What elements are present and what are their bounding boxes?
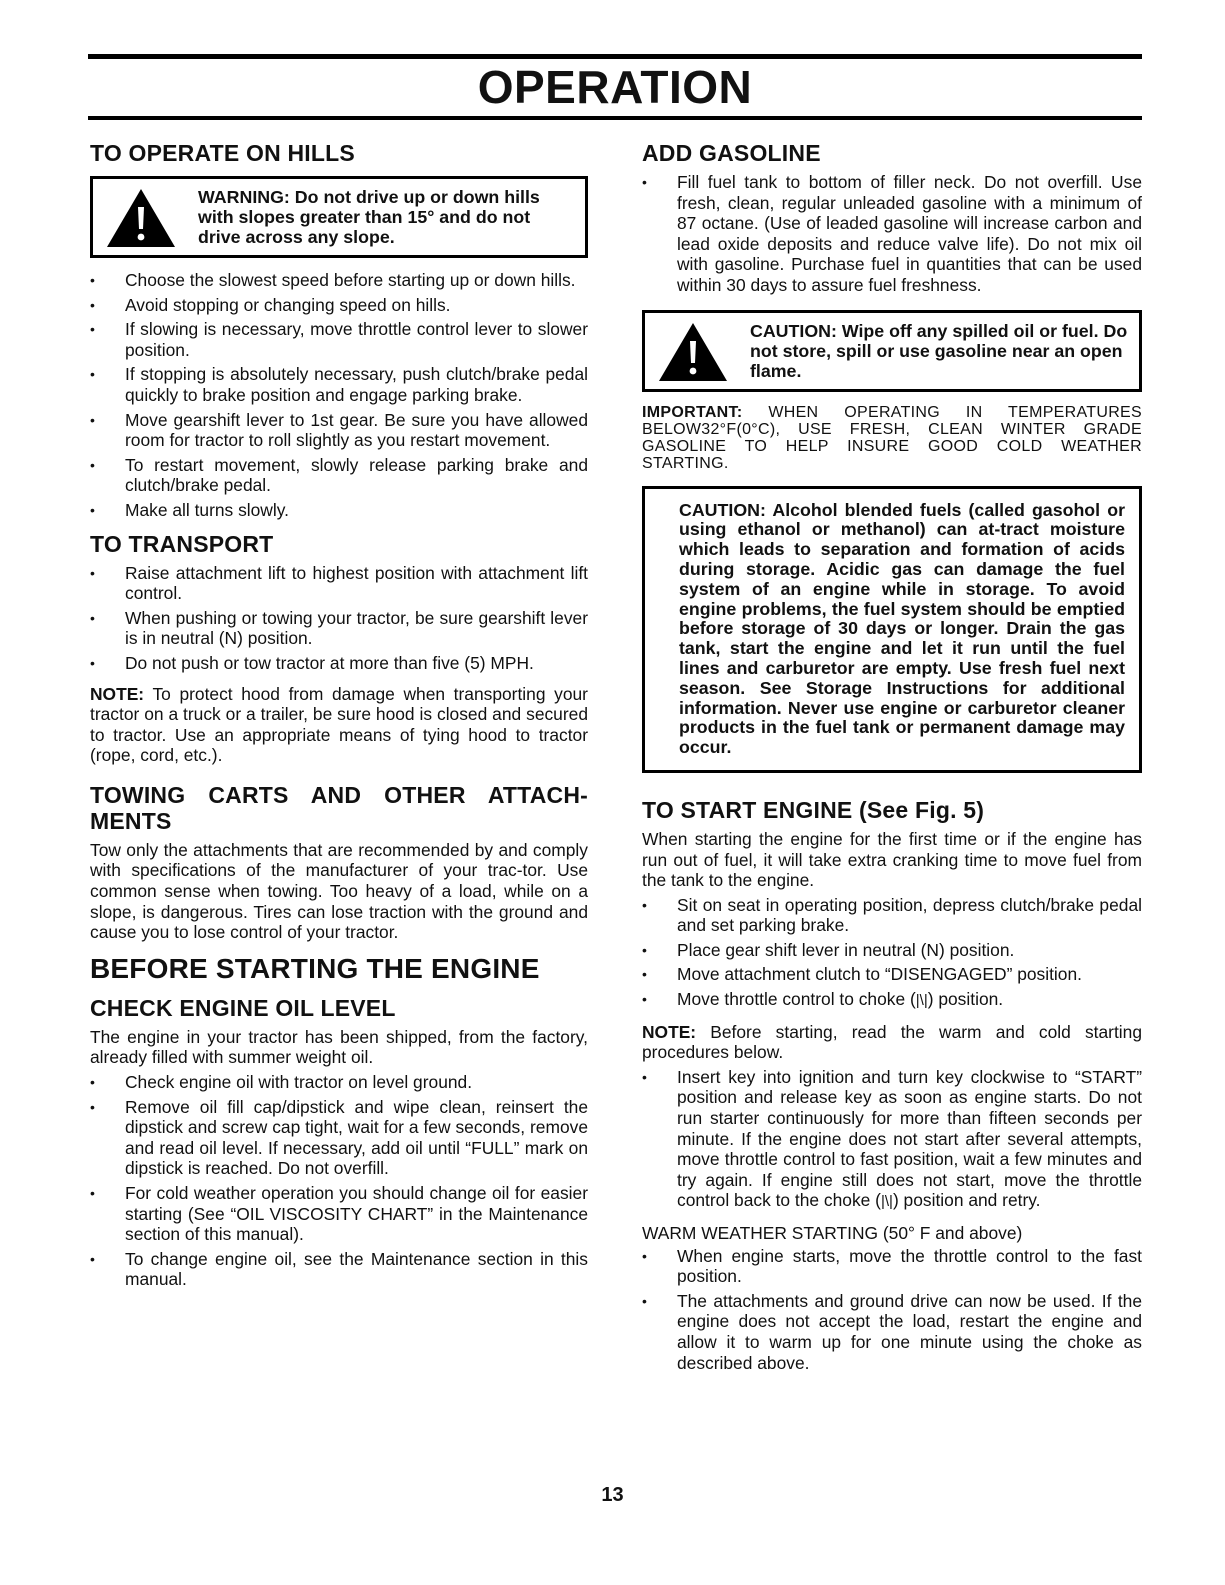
list-item: • Make all turns slowly.: [90, 500, 588, 521]
list-item: • To restart movement, slowly release parking brake and clutch/brake pedal.: [90, 455, 588, 496]
choke-symbol-icon: |\|: [915, 992, 928, 1010]
hills-section: [90, 140, 588, 521]
choke-symbol-icon: |\|: [880, 1193, 893, 1211]
list-item: • Do not push or tow tractor at more than five (5) MPH.: [90, 653, 588, 674]
oil-intro: The engine in your tractor has been shipped, from the factory, already filled with summer weight oil.: [90, 1026, 588, 1068]
before-starting-heading: BEFORE STARTING THE ENGINE: [90, 952, 540, 984]
towing-heading: TOWING CARTS AND OTHER ATTACH-MENTS: [90, 781, 588, 834]
header-rule-bottom: [88, 116, 1142, 120]
gasoline-caution-text: CAUTION: Wipe off any spilled oil or fuel. Do not store, spill or use gasoline near an open flame.: [750, 320, 1128, 381]
list-item: • Check engine oil with tractor on level ground.: [90, 1072, 588, 1093]
list-item: [642, 989, 1142, 1012]
note-text: Before starting, read the warm and cold starting procedures below.: [642, 1021, 1142, 1063]
start-engine-note: [642, 1022, 1142, 1063]
page-number: 13: [601, 1484, 624, 1506]
hills-list: [90, 270, 588, 521]
warm-weather-heading: WARM WEATHER STARTING (50° F and above): [642, 1223, 1023, 1244]
oil-heading: CHECK ENGINE OIL LEVEL: [90, 994, 396, 1021]
list-item: • If slowing is necessary, move throttle control lever to slower position.: [90, 319, 588, 360]
alcohol-caution-box: [642, 486, 1142, 773]
hills-heading: TO OPERATE ON HILLS: [90, 140, 355, 166]
list-item: • Sit on seat in operating position, depress clutch/brake pedal and set parking brake.: [642, 895, 1142, 936]
list-item: • The attachments and ground drive can now be used. If the engine does not accept the load, restart the engine and allow it to warm up for one minute using the choke as described above.: [642, 1291, 1142, 1373]
important-text: WHEN OPERATING IN TEMPERATURES BELOW32°F(0°C), USE FRESH, CLEAN WINTER GRADE GASOLINE TO HELP INSURE GOOD COLD WEATHER STARTING.: [642, 403, 1143, 472]
alcohol-caution-text: CAUTION: Alcohol blended fuels (called gasohol or using ethanol or methanol) can at-tract moisture which leads to separation and formation of acids during storage. Acidic gas can damage the fuel system of an engine while in storage. To avoid engine problems, the fuel system should be emptied before storage of 30 days or longer. Drain the gas tank, start the engine and let it run until the fuel lines and carburetor are empty. Use fresh fuel next season. See Storage Instructions for additional information. Never use engine or carburetor cleaner products in the fuel tank or permanent damage may occur.: [679, 499, 1125, 758]
list-item: • Fill fuel tank to bottom of filler neck. Do not overfill. Use fresh, clean, regular unleaded gasoline with a minimum of 87 octane. (Use of leaded gasoline will increase carbon and lead oxide deposits and reduce valve life). Do not mix oil with gasoline. Purchase fuel in quantities that can be used within 30 days to assure fuel freshness.: [642, 172, 1142, 296]
start-engine-heading: TO START ENGINE (See Fig. 5): [642, 796, 985, 823]
oil-list: [90, 1072, 588, 1290]
warning-triangle-icon: [657, 321, 729, 383]
towing-text: Tow only the attachments that are recommended by and comply with specifications of the manufacturer of your trac-tor. Use common sense when towing. Too heavy of a load, while on a slope, is dangerous. Tires can lose traction with the ground and cause you to lose control of your tractor.: [90, 839, 588, 943]
list-item: • When pushing or towing your tractor, be sure gearshift lever is in neutral (N) position.: [90, 608, 588, 649]
note-label: NOTE:: [90, 683, 145, 704]
list-item: • Move attachment clutch to “DISENGAGED” position.: [642, 964, 1142, 985]
hills-warning-text: WARNING: Do not drive up or down hills with slopes greater than 15° and do not drive across any slope.: [198, 187, 540, 247]
list-item: • For cold weather operation you should change oil for easier starting (See “OIL VISCOSITY CHART” in the Maintenance section of this manual).: [90, 1183, 588, 1245]
header-rule-top: [88, 54, 1142, 59]
important-label: IMPORTANT:: [642, 403, 743, 421]
transport-heading: TO TRANSPORT: [90, 530, 274, 557]
page-title: OPERATION: [477, 61, 753, 113]
warning-triangle-icon: [105, 187, 177, 249]
left-column: [90, 140, 588, 1300]
list-item: • Move gearshift lever to 1st gear. Be sure you have allowed room for tractor to roll slightly as you restart movement.: [90, 410, 588, 451]
gasoline-section: [642, 140, 1142, 773]
oil-section: [90, 995, 588, 1290]
transport-list: [90, 563, 588, 674]
start-engine-section: [642, 797, 1142, 1373]
list-item: • Remove oil fill cap/dipstick and wipe clean, reinsert the dipstick and screw cap tight, wait for a few seconds, remove and read oil level. If necessary, add oil until “FULL” mark on dipstick is reached. Do not overfill.: [90, 1097, 588, 1179]
gasoline-list: [642, 172, 1142, 296]
list-item: • If stopping is absolutely necessary, push clutch/brake pedal quickly to brake position and engage parking brake.: [90, 364, 588, 405]
list-item: • Place gear shift lever in neutral (N) position.: [642, 940, 1142, 961]
hills-warning-box: [90, 176, 588, 258]
choke-bullet-end: ) position.: [927, 989, 1004, 1010]
list-item: • Choose the slowest speed before starting up or down hills.: [90, 270, 588, 291]
towing-section: [90, 782, 588, 943]
list-item: • When engine starts, move the throttle control to the fast position.: [642, 1246, 1142, 1287]
key-bullet-end: ) position and retry.: [892, 1190, 1041, 1211]
transport-note: [90, 684, 588, 766]
list-item: • To change engine oil, see the Maintenance section in this manual.: [90, 1249, 588, 1290]
warm-weather-list: [642, 1246, 1142, 1374]
note-text: To protect hood from damage when transporting your tractor on a truck or a trailer, be sure hood is closed and secured to tractor. Use an appropriate means of tying hood to tractor (rope, cord, etc.).: [90, 683, 588, 766]
list-item: • Avoid stopping or changing speed on hills.: [90, 295, 588, 316]
choke-bullet-text: Move throttle control to choke (: [677, 989, 916, 1010]
important-notice: [642, 404, 1142, 472]
list-item: • Raise attachment lift to highest position with attachment lift control.: [90, 563, 588, 604]
list-item: [642, 1067, 1142, 1213]
gasoline-caution-box: [642, 310, 1142, 392]
key-bullet-text: Insert key into ignition and turn key clockwise to “START” position and release key as soon as engine starts. Do not run starter continuously for more than fifteen seconds per minute. If the engine does not start after several attempts, move throttle control to fast position, wait a few minutes and try again. If engine still does not start, move the throttle control back to the choke (: [677, 1066, 1142, 1211]
start-engine-intro: When starting the engine for the first time or if the engine has run out of fuel, it will take extra cranking time to move fuel from the tank to the engine.: [642, 828, 1142, 891]
transport-section: [90, 531, 588, 766]
gasoline-heading: ADD GASOLINE: [642, 140, 821, 166]
start-engine-list: [642, 895, 1142, 1012]
ignition-list: [642, 1067, 1142, 1213]
note-label: NOTE:: [642, 1021, 697, 1042]
right-column: [642, 140, 1142, 1383]
